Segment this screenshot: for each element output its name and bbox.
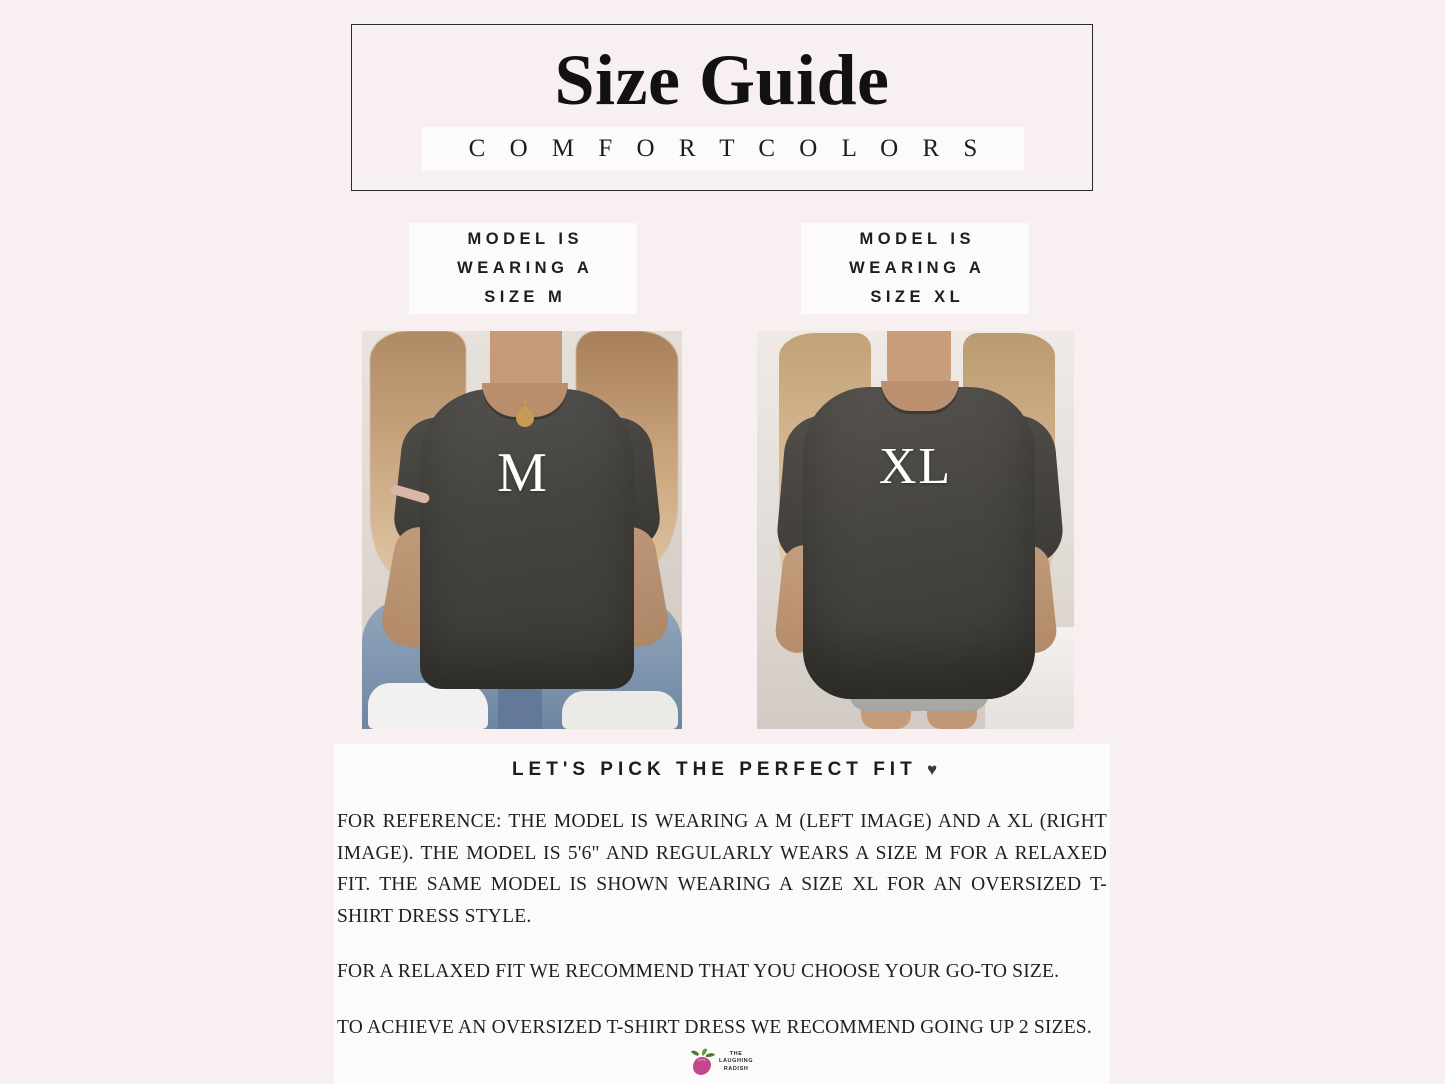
- model-tshirt-xl: [803, 387, 1035, 699]
- model-caption-xl-line-1: MODEL IS: [859, 230, 975, 249]
- brand-band: [422, 127, 1024, 171]
- necklace-icon: [516, 409, 534, 427]
- shirt-size-letter-m: M: [497, 442, 547, 504]
- heart-icon: ♥: [926, 760, 938, 779]
- model-caption-xl: [801, 223, 1029, 314]
- fit-info-paragraph-1: FOR REFERENCE: THE MODEL IS WEARING A M (LEFT IMAGE) AND A XL (RIGHT IMAGE). THE MODEL IS 5'6" AND REGULARLY WEARS A SIZE M FOR A RELAXED FIT. THE SAME MODEL IS SHOWN WEARING A SIZE XL FOR AN OVERSIZED T-SHIRT DRESS STYLE.: [337, 811, 1107, 927]
- radish-icon: [690, 1048, 716, 1076]
- header-box: [351, 24, 1093, 191]
- model-shoe-left: [368, 683, 488, 729]
- model-caption-m: [409, 223, 637, 314]
- brand-logo-line-3: RADISH: [723, 1065, 749, 1072]
- brand-logo-line-2: LAUGHING: [719, 1058, 754, 1065]
- model-shoe-right: [562, 691, 678, 729]
- fit-info-paragraph-2: FOR A RELAXED FIT WE RECOMMEND THAT YOU CHOOSE YOUR GO-TO SIZE.: [337, 961, 1060, 983]
- page-title: Size Guide: [554, 40, 890, 120]
- shirt-size-letter-xl: XL: [878, 438, 953, 495]
- brand-logo-line-1: THE: [729, 1050, 743, 1057]
- model-caption-xl-line-2: WEARING A: [849, 259, 986, 278]
- brand-logo-text: [719, 1051, 753, 1073]
- model-caption-m-line-2: WEARING A: [457, 259, 594, 278]
- model-photo-m: [362, 331, 682, 729]
- fit-info-paragraph-3: TO ACHIEVE AN OVERSIZED T-SHIRT DRESS WE RECOMMEND GOING UP 2 SIZES.: [337, 1016, 1092, 1038]
- fit-info-heading: [334, 759, 1110, 781]
- fit-info-body: [334, 806, 1110, 1067]
- brand-subtitle: C O M F O R T C O L O R S: [468, 135, 987, 162]
- model-photo-xl: [757, 331, 1074, 729]
- model-tshirt-m: [420, 389, 634, 689]
- brand-logo: [690, 1046, 774, 1078]
- model-caption-m-line-3: SIZE M: [484, 287, 567, 306]
- model-caption-m-line-1: MODEL IS: [467, 230, 583, 249]
- fit-info-heading-text: LET'S PICK THE PERFECT FIT: [511, 759, 917, 780]
- model-caption-xl-line-3: SIZE XL: [870, 287, 965, 306]
- fit-info-panel: [334, 744, 1110, 1084]
